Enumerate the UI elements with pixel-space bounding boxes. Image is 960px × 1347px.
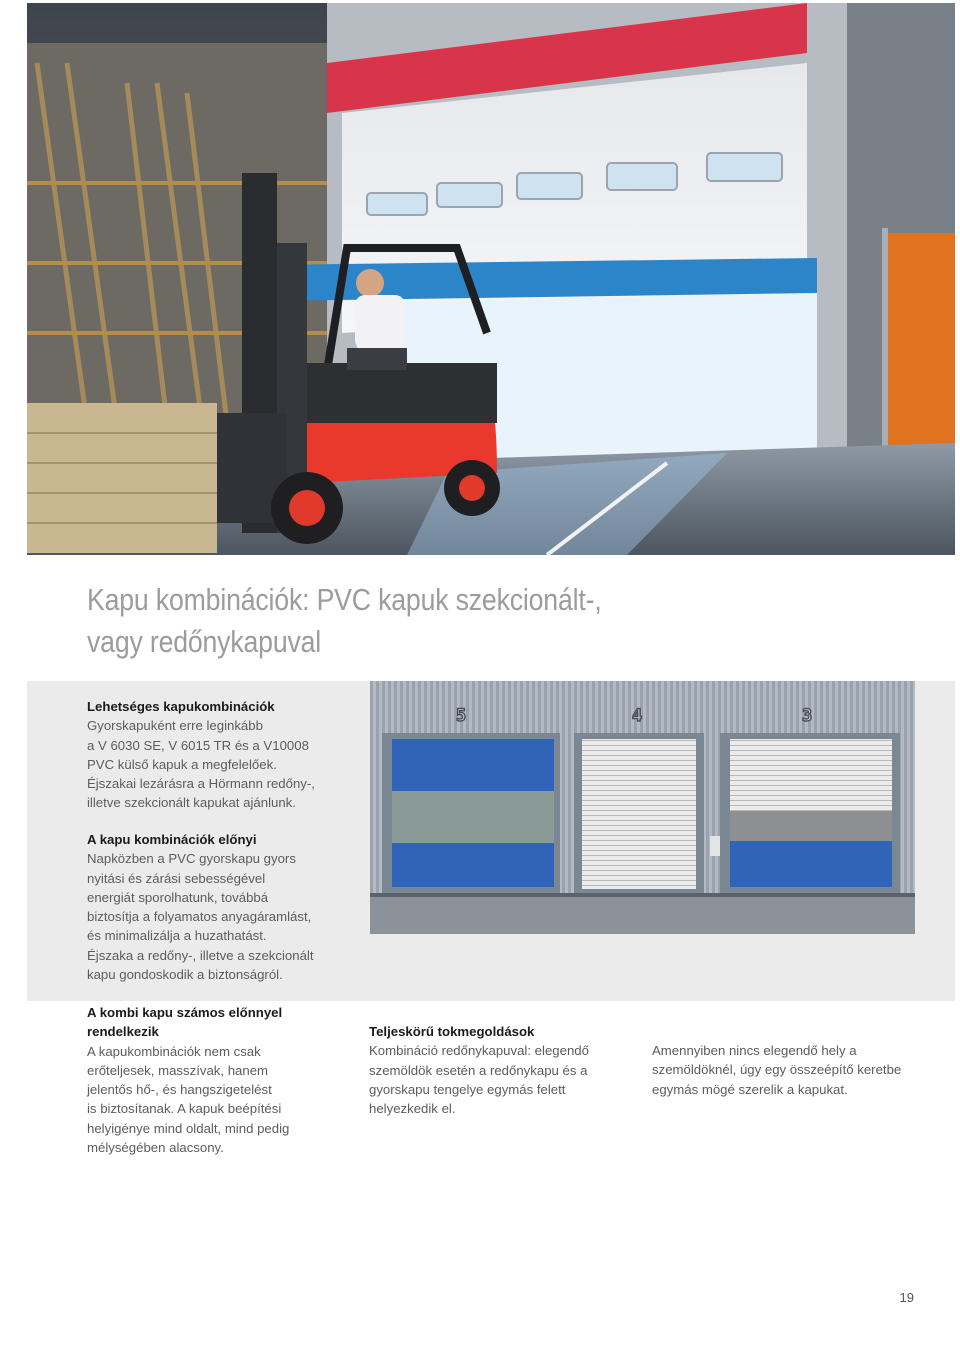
full-solutions-section	[369, 1022, 589, 1118]
body-line: PVC külső kapuk a megfelelőek.	[87, 756, 277, 772]
page-heading	[87, 579, 741, 663]
body-line: nyitási és zárási sebességével	[87, 870, 266, 886]
advantages-section	[87, 830, 314, 984]
body-line: kapu gondoskodik a biztonságról.	[87, 967, 283, 983]
section-title: A kapu kombinációk előnyi	[87, 832, 257, 847]
door-combination-photo	[370, 681, 915, 934]
door-number-5: 5	[456, 706, 467, 726]
body-line: Kombináció redőnykapuval: elegendő	[369, 1043, 589, 1059]
body-line: helyigénye mind oldalt, mind pedig	[87, 1120, 290, 1136]
body-line: Amennyiben nincs elegendő hely a	[652, 1043, 857, 1058]
body-line: gyorskapu tengelye egymás felett	[369, 1081, 566, 1097]
section-title: Lehetséges kapukombinációk	[87, 699, 275, 714]
body-line: szemöldöknél, úgy egy összeépítő keretbe	[652, 1062, 902, 1078]
body-line: is biztosítanak. A kapuk beépítési	[87, 1101, 282, 1117]
body-line: Éjszakai lezárásra a Hörmann redőny-,	[87, 776, 315, 792]
heading-line-1: Kapu kombinációk: PVC kapuk szekcionált-,	[87, 582, 602, 617]
body-line: biztosítja a folyamatos anyagáramlást,	[87, 909, 312, 925]
body-line: Éjszaka a redőny-, illetve a szekcionált	[87, 947, 314, 963]
body-line: energiát sporolhatunk, továbbá	[87, 889, 269, 905]
body-line: illetve szekcionált kapukat ajánlunk.	[87, 795, 296, 811]
body-line: Napközben a PVC gyorskapu gyors	[87, 851, 296, 867]
heading-line-2: vagy redőnykapuval	[87, 624, 322, 659]
body-line: egymás mögé szerelik a kapukat.	[652, 1081, 848, 1097]
body-line: jelentős hő-, és hangszigetelést	[87, 1082, 272, 1098]
door-number-3: 3	[802, 706, 813, 726]
body-line: a V 6030 SE, V 6015 TR és a V10008	[87, 737, 309, 753]
body-line: mélységében alacsony.	[87, 1140, 224, 1156]
body-line: és minimalizálja a huzathatást.	[87, 928, 267, 944]
body-line: A kapukombinációk nem csak	[87, 1043, 261, 1059]
forklift-photo	[27, 3, 955, 555]
body-line: Gyorskapuként erre leginkább	[87, 718, 263, 734]
body-line: szemöldök esetén a redőnykapu és a	[369, 1062, 588, 1078]
mounting-note-section	[652, 1041, 901, 1099]
section-title: Teljeskörű tokmegoldások	[369, 1024, 535, 1039]
page-number: 19	[899, 1290, 914, 1305]
body-line: helyezkedik el.	[369, 1101, 456, 1117]
section-title: A kombi kapu számos előnnyel	[87, 1005, 283, 1020]
possible-combinations-section	[87, 697, 315, 813]
door-number-4: 4	[632, 706, 643, 726]
body-line: erőteljesek, masszívak, hanem	[87, 1062, 269, 1078]
combi-benefits-section	[87, 1003, 289, 1157]
section-title-cont: rendelkezik	[87, 1024, 159, 1040]
